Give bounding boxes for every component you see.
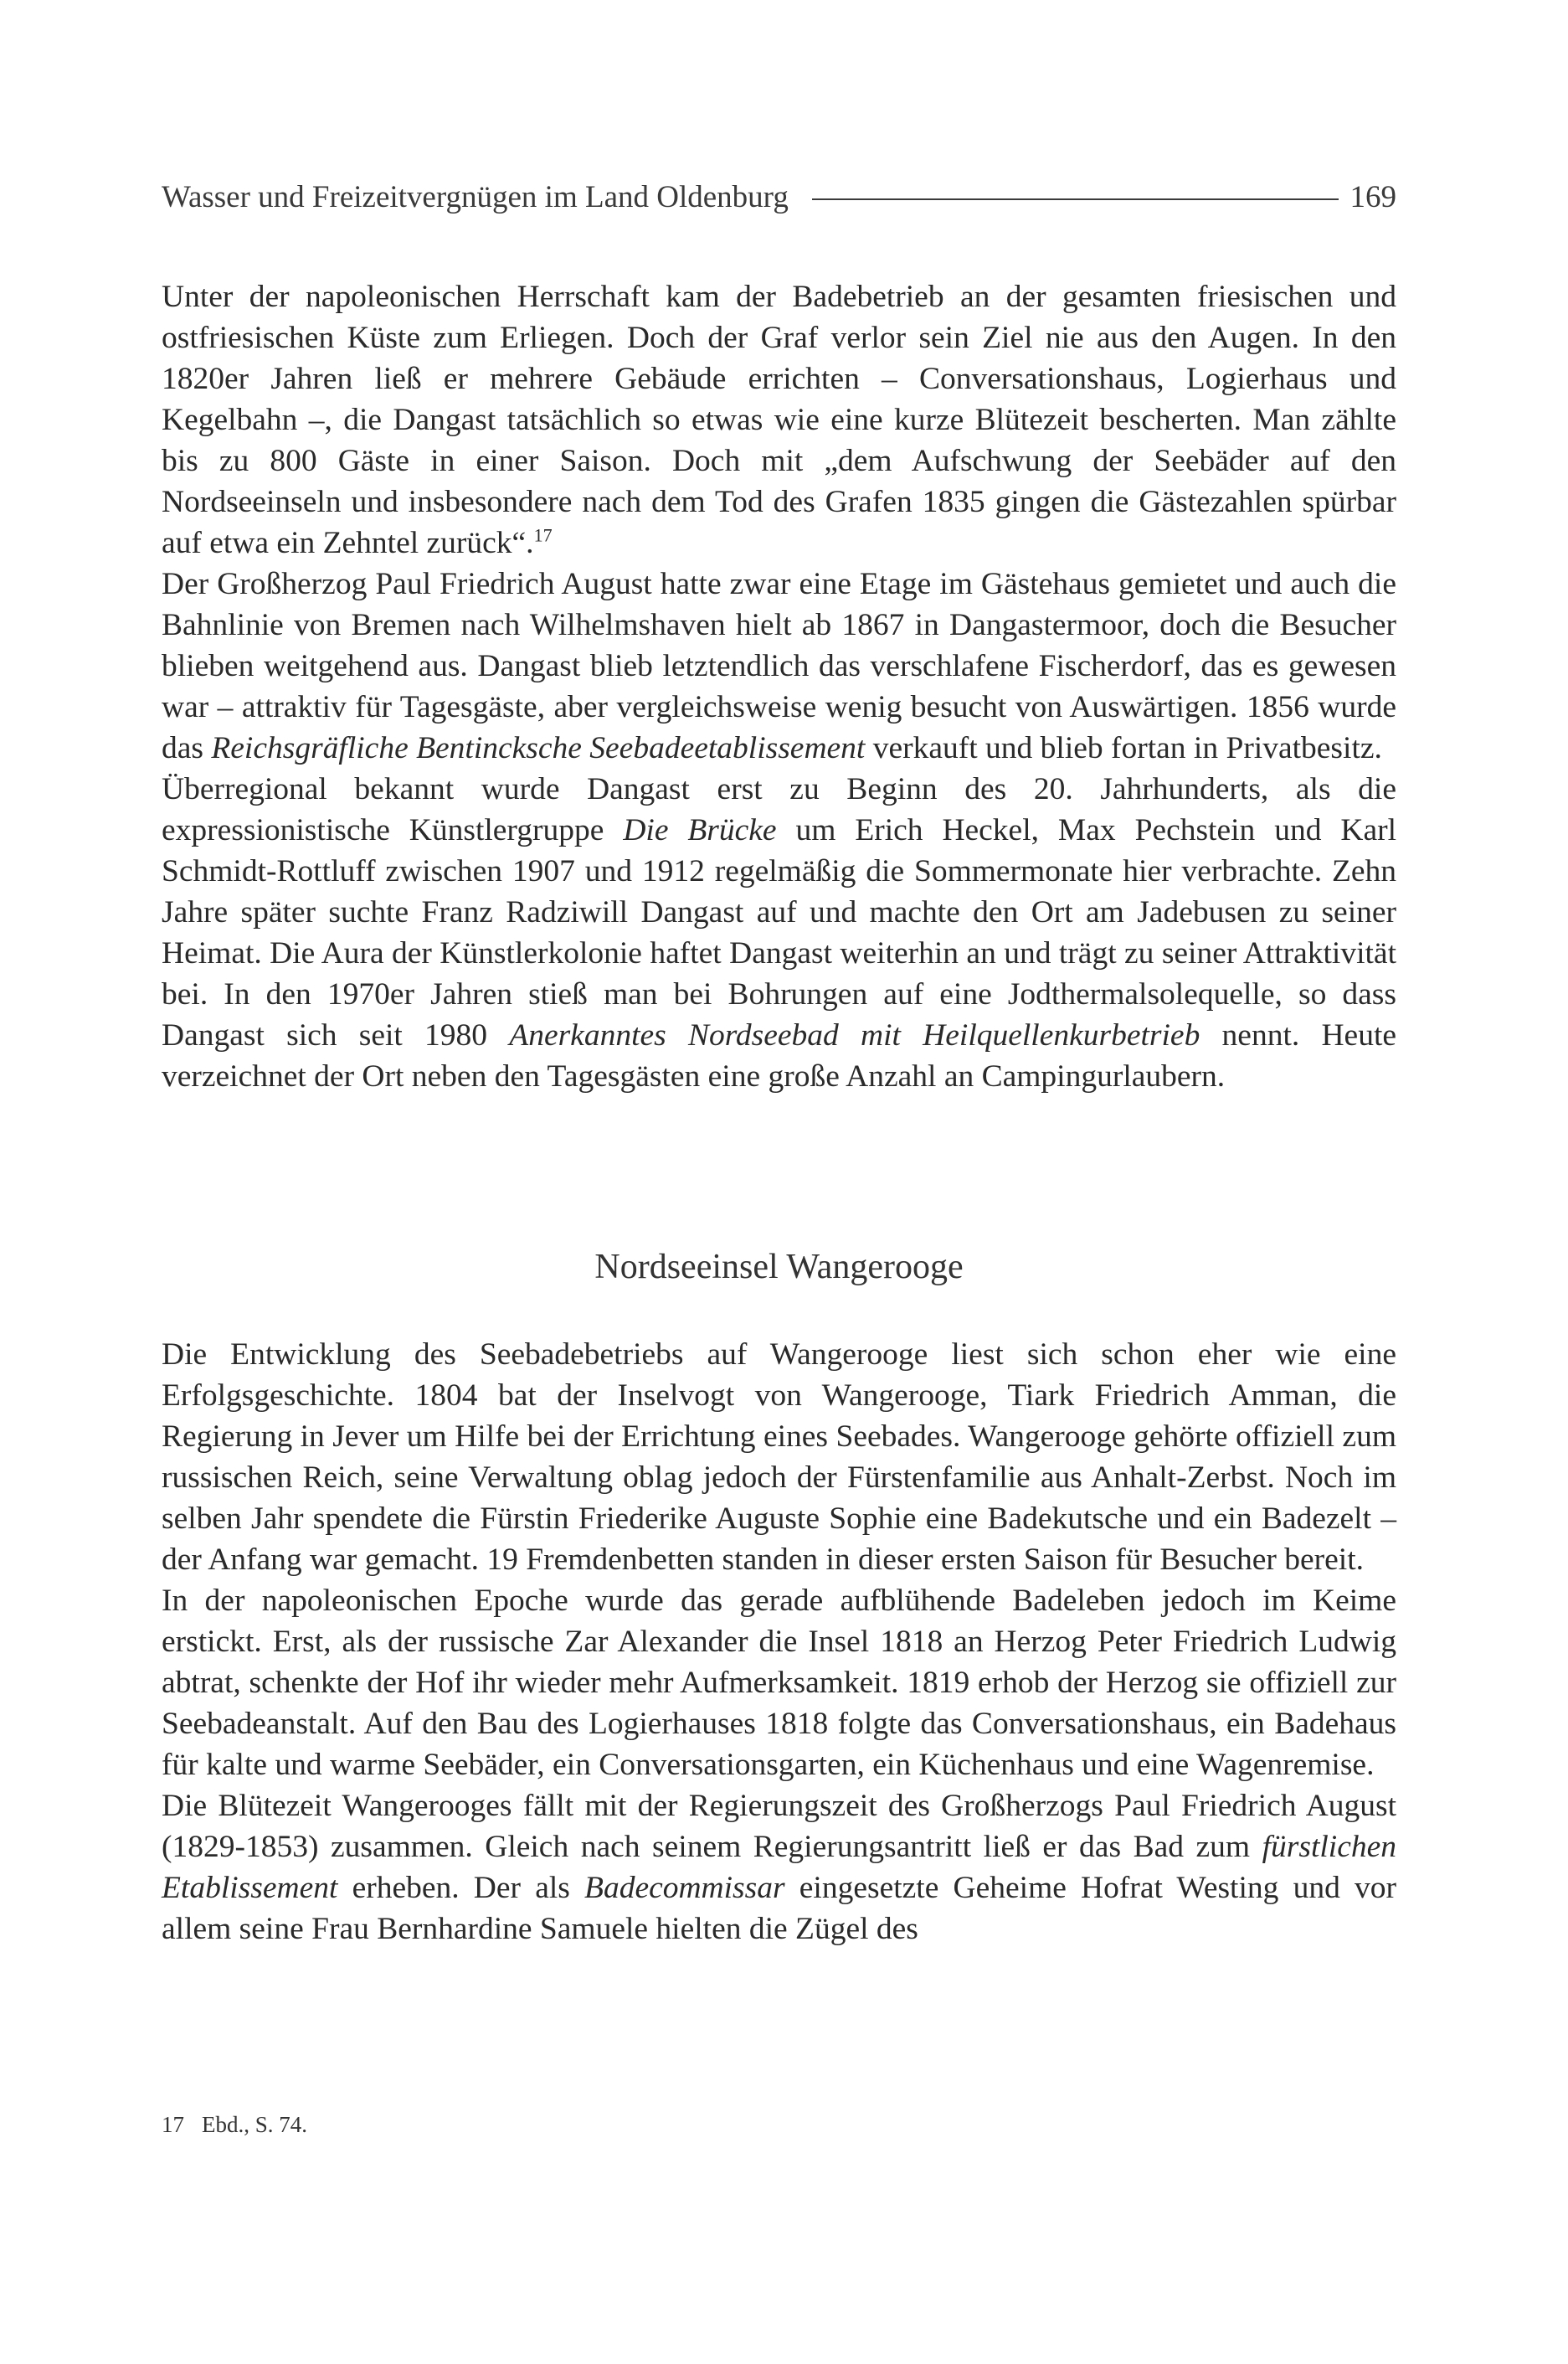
italic-term: Die Brücke <box>623 813 777 847</box>
italic-term: Anerkanntes Nordseebad mit Heilquellenkurbetrieb <box>509 1018 1200 1053</box>
section-dangast-text <box>162 276 1396 1097</box>
paragraph-text: um Erich Heckel, Max Pechstein und Karl Schmidt-Rottluff zwischen 1907 und 1912 regelmäßig die Sommermonate hier verbrachte. Zehn Jahre später suchte Franz Radziwill Dangast auf und machte den Ort am Jadebusen zu seiner Heimat. Die Aura der Künstlerkolonie haftet Dangast weiterhin an und trägt zu seiner Attraktivität bei. In den 1970er Jahren stieß man bei Bohrungen auf eine Jodthermalsolequelle, so dass Dangast sich seit 1980 <box>162 813 1397 1053</box>
running-title: Wasser und Freizeitvergnügen im Land Oldenburg <box>162 179 789 214</box>
paragraph-text: verkauft und blieb fortan in Privatbesitz. <box>865 731 1382 765</box>
paragraph <box>162 1785 1396 1949</box>
running-head <box>162 172 1396 222</box>
italic-term: Badecommissar <box>584 1871 785 1905</box>
footnote-ref: 17 <box>533 524 553 546</box>
header-rule <box>812 198 1339 200</box>
paragraph-text: erheben. Der als <box>337 1871 585 1905</box>
footnote-number: 17 <box>162 2112 184 2137</box>
paragraph: In der napoleonischen Epoche wurde das gerade aufblühende Badeleben jedoch im Keime erstickt. Erst, als der russische Zar Alexander die Insel 1818 an Herzog Peter Friedrich Ludwig abtrat, schenkte der Hof ihr wieder mehr Aufmerksamkeit. 1819 erhob der Herzog sie offiziell zur Seebadeanstalt. Auf den Bau des Logierhauses 1818 folgte das Conversationshaus, ein Badehaus für kalte und warme Seebäder, ein Conversationsgarten, ein Küchenhaus und eine Wagenremise. <box>162 1584 1396 1782</box>
footnote <box>162 2110 307 2139</box>
italic-term: Reichsgräfliche Bentincksche Seebadeetablissement <box>211 731 866 765</box>
paragraph-text: eingesetzte Geheime Hofrat Westing und vor allem seine Frau Bernhardine Samuele hielten die Zügel des <box>162 1871 1396 1946</box>
italic-term: fürstlichen Etablissement <box>162 1830 1396 1905</box>
paragraph <box>162 564 1396 769</box>
paragraph-text: Überregional bekannt wurde Dangast erst zu Beginn des 20. Jahrhunderts, als die expressionistische Künstlergruppe <box>162 772 1396 847</box>
page-number: 169 <box>1350 179 1396 214</box>
paragraph-text: nennt. Heute verzeichnet der Ort neben den Tagesgästen eine große Anzahl an Campingurlaubern. <box>162 1018 1397 1094</box>
paragraph <box>162 769 1396 1097</box>
paragraph-text: Die Blütezeit Wangerooges fällt mit der Regierungszeit des Großherzogs Paul Friedrich August (1829-1853) zusammen. Gleich nach seinem Regierungsantritt ließ er das Bad zum <box>162 1789 1396 1864</box>
paragraph <box>162 276 1396 564</box>
paragraph: Die Entwicklung des Seebadebetriebs auf Wangerooge liest sich schon eher wie eine Erfolgsgeschichte. 1804 bat der Inselvogt von Wangerooge, Tiark Friedrich Amman, die Regierung in Jever um Hilfe bei der Errichtung eines Seebades. Wangerooge gehörte offiziell zum russischen Reich, seine Verwaltung oblag jedoch der Fürstenfamilie aus Anhalt-Zerbst. Noch im selben Jahr spendete die Fürstin Friederike Auguste Sophie eine Badekutsche und ein Badezelt – der Anfang war gemacht. 19 Fremdenbetten standen in dieser ersten Saison für Besucher bereit. <box>162 1337 1396 1577</box>
section-heading: Nordseeinsel Wangerooge <box>594 1248 964 1286</box>
section-wangerooge-text <box>162 1334 1396 1949</box>
footnote-text: Ebd., S. 74. <box>202 2112 308 2137</box>
paragraph-text: Der Großherzog Paul Friedrich August hatte zwar eine Etage im Gästehaus gemietet und auch die Bahnlinie von Bremen nach Wilhelmshaven hielt ab 1867 in Dangastermoor, doch die Besucher blieben weitgehend aus. Dangast blieb letztendlich das verschlafene Fischerdorf, das es gewesen war – attraktiv für Tagesgäste, aber vergleichsweise wenig besucht von Auswärtigen. 1856 wurde das <box>162 567 1396 765</box>
paragraph-text: Unter der napoleonischen Herrschaft kam der Badebetrieb an der gesamten friesischen und ostfriesischen Küste zum Erliegen. Doch der Graf verlor sein Ziel nie aus den Augen. In den 1820er Jahren ließ er mehrere Gebäude errichten – Conversationshaus, Logierhaus und Kegelbahn –, die Dangast tatsächlich so etwas wie eine kurze Blütezeit bescherten. Man zählte bis zu 800 Gäste in einer Saison. Doch mit „dem Aufschwung der Seebäder auf den Nordseeinseln und insbesondere nach dem Tod des Grafen 1835 gingen die Gästezahlen spürbar auf etwa ein Zehntel zurück“. <box>162 280 1396 560</box>
